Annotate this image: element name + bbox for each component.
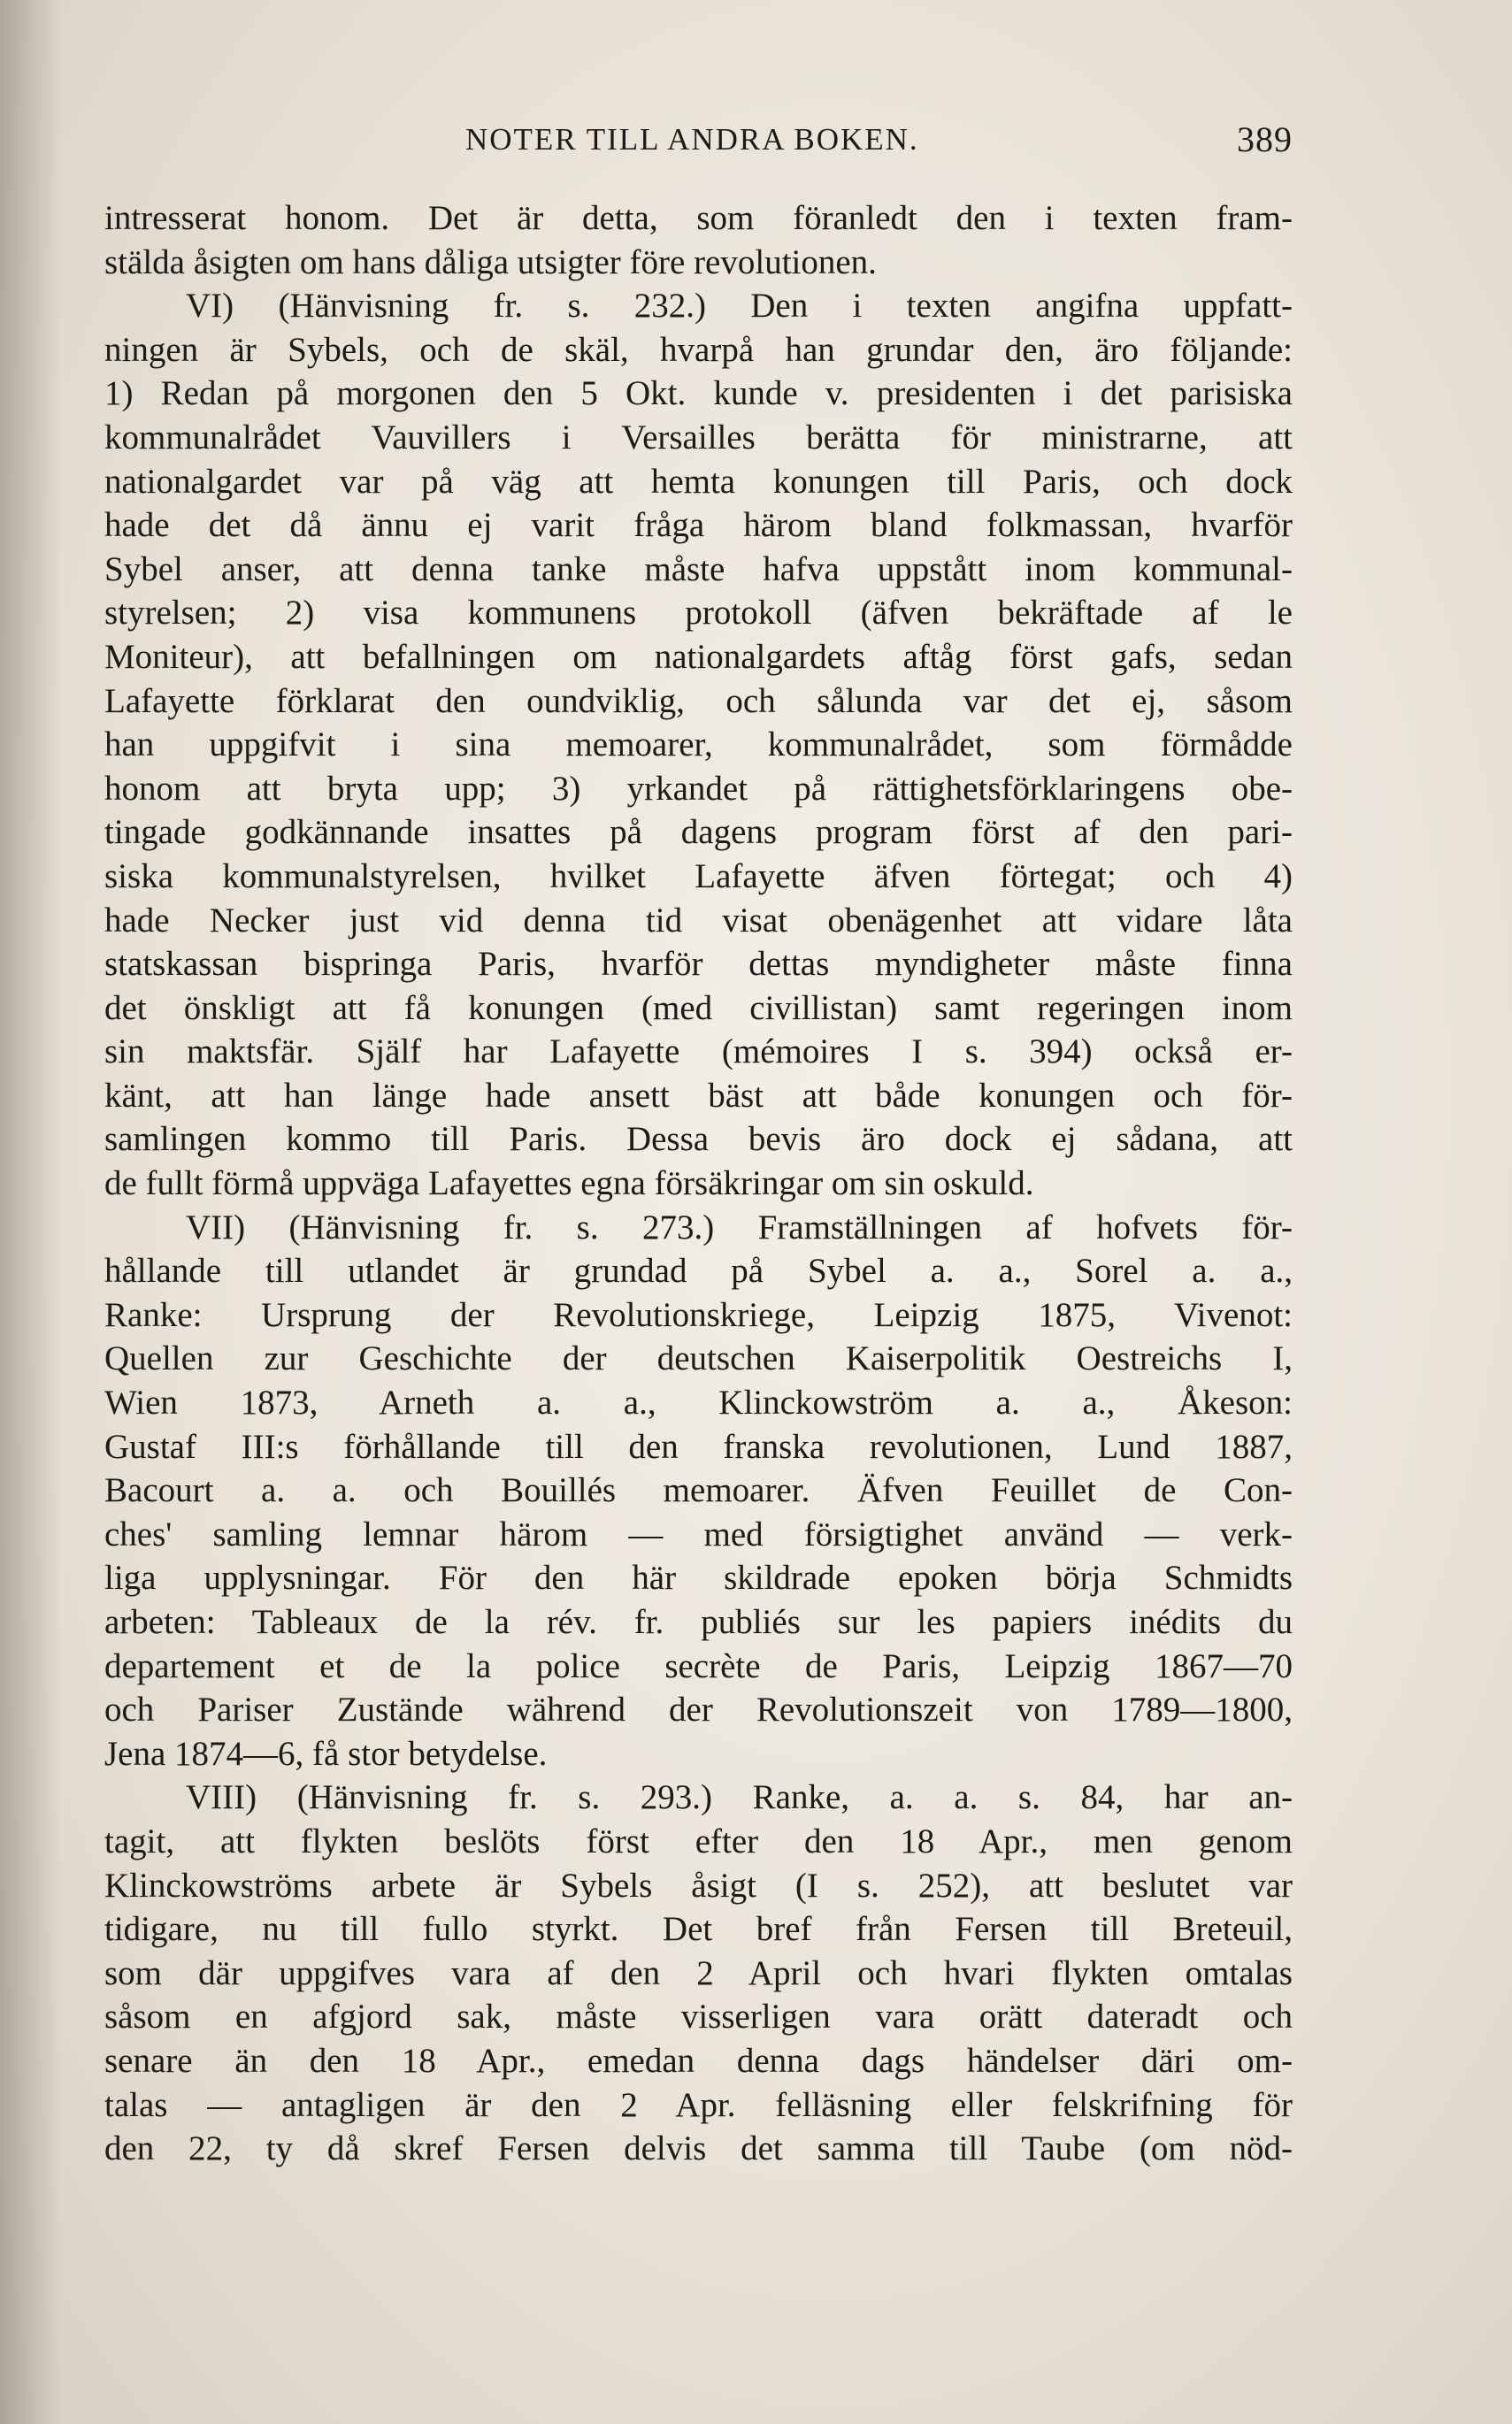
text-line: såsom en afgjord sak, måste visserligen vara orätt dateradt och bbox=[104, 1998, 1293, 2037]
binding-shadow bbox=[0, 0, 62, 2424]
text-line: tagit, att flykten beslöts först efter den 18 Apr., men genom bbox=[104, 1822, 1293, 1860]
text-line: stälda åsigten om hans dåliga utsigter före revolutionen. bbox=[104, 242, 877, 281]
text-line: han uppgifvit i sina memoarer, kommunalrådet, som förmådde bbox=[104, 725, 1293, 764]
text-line: som där uppgifves vara af den 2 April och hvari flykten omtalas bbox=[104, 1953, 1293, 1992]
text-line: sin maktsfär. Själf har Lafayette (mémoires I s. 394) också er- bbox=[104, 1032, 1293, 1071]
text-line: de fullt förmå uppväga Lafayettes egna försäkringar om sin oskuld. bbox=[104, 1164, 1034, 1203]
text-line: känt, att han länge hade ansett bäst att både konungen och för- bbox=[104, 1076, 1293, 1115]
running-head: NOTER TILL ANDRA BOKEN. bbox=[465, 122, 919, 157]
text-line: Gustaf III:s förhållande till den franska revolutionen, Lund 1887, bbox=[104, 1427, 1293, 1466]
text-line: statskassan bispringa Paris, hvarför dettas myndigheter måste finna bbox=[104, 945, 1293, 984]
text-line: hade det då ännu ej varit fråga härom bland folkmassan, hvarför bbox=[104, 506, 1293, 545]
text-line: Moniteur), att befallningen om nationalgardets aftåg först gafs, sedan bbox=[104, 637, 1293, 676]
text-line: departement et de la police secrète de Paris, Leipzig 1867—70 bbox=[104, 1646, 1293, 1685]
text-line: Quellen zur Geschichte der deutschen Kaiserpolitik Oestreichs I, bbox=[104, 1339, 1293, 1378]
text-line: Ranke: Ursprung der Revolutionskriege, Leipzig 1875, Vivenot: bbox=[104, 1295, 1293, 1334]
text-line: siska kommunalstyrelsen, hvilket Lafayette äfven förtegat; och 4) bbox=[104, 856, 1293, 895]
text-line: senare än den 18 Apr., emedan denna dags händelser däri om- bbox=[104, 2041, 1293, 2080]
text-line: samlingen kommo till Paris. Dessa bevis äro dock ej sådana, att bbox=[104, 1120, 1293, 1159]
text-line: hade Necker just vid denna tid visat obenägenhet att vidare låta bbox=[104, 901, 1293, 940]
text-line: Lafayette förklarat den oundviklig, och sålunda var det ej, såsom bbox=[104, 681, 1293, 720]
text-line: tidigare, nu till fullo styrkt. Det bref från Fersen till Breteuil, bbox=[104, 1910, 1293, 1949]
page-number: 389 bbox=[1237, 119, 1293, 159]
text-line: VIII) (Hänvisning fr. s. 293.) Ranke, a. a. s. 84, har an- bbox=[186, 1778, 1293, 1817]
text-line: talas — antagligen är den 2 Apr. felläsning eller felskrifning för bbox=[104, 2085, 1293, 2124]
body-text bbox=[104, 196, 1293, 2171]
text-line: hållande till utlandet är grundad på Sybel a. a., Sorel a. a., bbox=[104, 1252, 1293, 1291]
text-line: VI) (Hänvisning fr. s. 232.) Den i texten angifna uppfatt- bbox=[186, 287, 1293, 326]
text-line: den 22, ty då skref Fersen delvis det samma till Taube (om nöd- bbox=[104, 2129, 1293, 2168]
page-header bbox=[104, 113, 1293, 166]
text-line: och Pariser Zustände während der Revolutionszeit von 1789—1800, bbox=[104, 1691, 1293, 1730]
text-line: Sybel anser, att denna tanke måste hafva uppstått inom kommunal- bbox=[104, 549, 1293, 588]
text-line: honom att bryta upp; 3) yrkandet på rättighetsförklaringens obe- bbox=[104, 769, 1293, 808]
text-line: Klinckowströms arbete är Sybels åsigt (I s. 252), att beslutet var bbox=[104, 1866, 1293, 1905]
text-line: arbeten: Tableaux de la rév. fr. publiés sur les papiers inédits du bbox=[104, 1603, 1293, 1641]
text-line: kommunalrådet Vauvillers i Versailles berätta för ministrarne, att bbox=[104, 418, 1293, 456]
text-line: VII) (Hänvisning fr. s. 273.) Framställningen af hofvets för- bbox=[186, 1208, 1293, 1247]
text-line: intresserat honom. Det är detta, som föranledt den i texten fram- bbox=[104, 199, 1293, 237]
text-line: styrelsen; 2) visa kommunens protokoll (äfven bekräftade af le bbox=[104, 594, 1293, 633]
text-line: 1) Redan på morgonen den 5 Okt. kunde v. presidenten i det parisiska bbox=[104, 374, 1293, 413]
text-line: tingade godkännande insattes på dagens program först af den pari- bbox=[104, 813, 1293, 852]
text-line: det önskligt att få konungen (med civillistan) samt regeringen inom bbox=[104, 988, 1293, 1027]
text-line: ningen är Sybels, och de skäl, hvarpå han grundar den, äro följande: bbox=[104, 330, 1293, 369]
text-line: ches' samling lemnar härom — med försigtighet använd — verk- bbox=[104, 1515, 1293, 1553]
text-line: Bacourt a. a. och Bouillés memoarer. Äfven Feuillet de Con- bbox=[104, 1471, 1293, 1510]
text-line: liga upplysningar. För den här skildrade epoken börja Schmidts bbox=[104, 1559, 1293, 1598]
text-line: Jena 1874—6, få stor betydelse. bbox=[104, 1734, 548, 1773]
text-line: Wien 1873, Arneth a. a., Klinckowström a. a., Åkeson: bbox=[104, 1384, 1293, 1423]
text-line: nationalgardet var på väg att hemta konungen till Paris, och dock bbox=[104, 462, 1293, 501]
